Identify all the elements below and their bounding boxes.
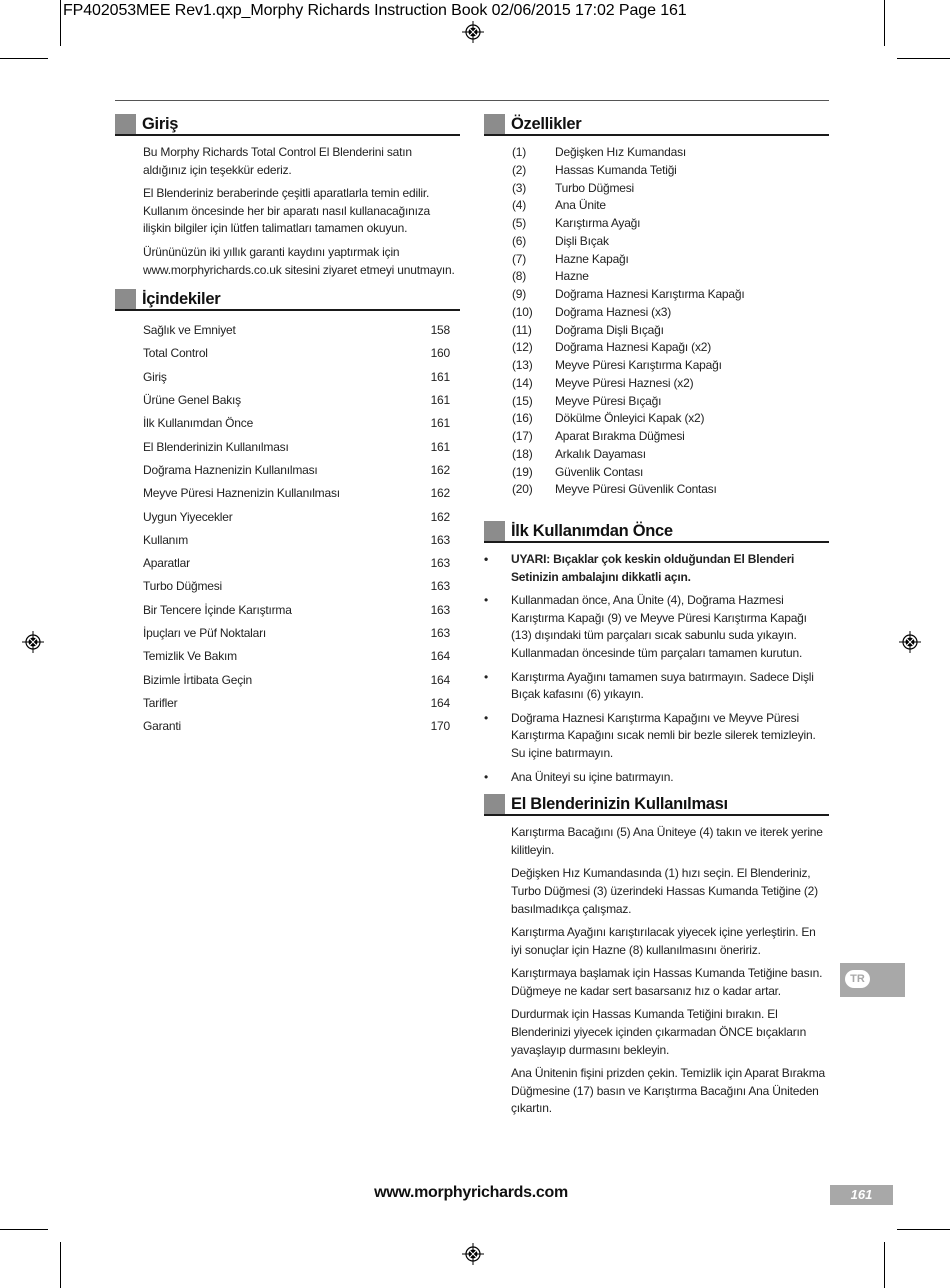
feature-number: (9) [512, 287, 527, 301]
print-slug-line: FP402053MEE Rev1.qxp_Morphy Richards Instruction Book 02/06/2015 17:02 Page 161 [63, 2, 687, 19]
feature-item [512, 286, 829, 304]
toc-row[interactable] [143, 436, 450, 459]
toc-row[interactable] [143, 599, 450, 622]
toc-label: Garanti [143, 719, 181, 734]
toc-label: Aparatlar [143, 556, 190, 571]
bullet-item [484, 769, 829, 787]
bullet-dot: • [484, 710, 489, 725]
feature-item [512, 481, 829, 499]
section-heading [115, 289, 460, 311]
feature-item [512, 304, 829, 322]
toc-label: Meyve Püresi Haznenizin Kullanılması [143, 486, 340, 501]
toc-label: Giriş [143, 369, 167, 384]
feature-label: Aparat Bırakma Düğmesi [555, 429, 685, 443]
feature-item [512, 180, 829, 198]
toc-row[interactable] [143, 389, 450, 412]
bullet-dot: • [484, 552, 489, 566]
left-column [115, 114, 460, 739]
toc-label: İlk Kullanımdan Önce [143, 416, 254, 431]
language-tab [840, 963, 905, 997]
bullet-item [484, 710, 829, 763]
warning-item [484, 551, 829, 586]
using-blender-section [484, 794, 829, 1118]
section-heading [115, 114, 460, 136]
feature-item [512, 464, 829, 482]
feature-item [512, 446, 829, 464]
feature-number: (20) [512, 482, 533, 497]
feature-number: (2) [512, 162, 527, 177]
features-heading: Özellikler [511, 114, 582, 133]
section-heading [484, 114, 829, 136]
feature-item [512, 162, 829, 180]
bullet-dot: • [484, 593, 489, 608]
feature-number: (1) [512, 145, 527, 159]
top-rule [115, 100, 829, 101]
toc-row[interactable] [143, 575, 450, 598]
feature-number: (15) [512, 393, 533, 408]
feature-number: (19) [512, 464, 533, 479]
toc-page: 161 [430, 416, 450, 431]
section-heading [484, 521, 829, 543]
toc-page: 163 [430, 579, 450, 594]
feature-label: Dökülme Önleyici Kapak (x2) [555, 411, 705, 426]
toc-page: 163 [430, 602, 450, 617]
toc-row[interactable] [143, 645, 450, 668]
crop-mark [897, 1229, 950, 1230]
crop-mark [897, 58, 950, 59]
intro-paragraph: Ürününüzün iki yıllık garanti kaydını yaptırmak için www.morphyrichards.co.uk sitesini ziyaret etmeyi unutmayın. [143, 244, 455, 277]
feature-number: (10) [512, 304, 533, 319]
toc-label: Turbo Düğmesi [143, 579, 222, 594]
bullet-text: Doğrama Haznesi Karıştırma Kapağını ve Meyve Püresi Karıştırma Kapağını sıcak nemli bir bezle silerek temizleyin. Su içine batırmayın. [511, 710, 816, 760]
using-blender-heading: El Blenderinizin Kullanılması [511, 794, 728, 813]
bullet-dot: • [484, 769, 489, 784]
registration-mark-icon [462, 21, 484, 43]
toc-page: 170 [430, 719, 450, 734]
bullet-item [484, 592, 829, 662]
bullet-item [484, 669, 829, 704]
toc-row[interactable] [143, 622, 450, 645]
feature-item [512, 233, 829, 251]
toc-label: Total Control [143, 346, 208, 361]
feature-label: Doğrama Haznesi Kapağı (x2) [555, 340, 712, 355]
section-heading [484, 794, 829, 816]
toc-list [115, 319, 460, 738]
feature-number: (3) [512, 180, 527, 195]
feature-number: (14) [512, 375, 533, 390]
toc-row[interactable] [143, 529, 450, 552]
instruction-paragraph: Karıştırma Bacağını (5) Ana Üniteye (4) takın ve iterek yerine kilitleyin. [511, 825, 823, 857]
toc-label: Ürüne Genel Bakış [143, 393, 241, 408]
feature-number: (16) [512, 411, 533, 426]
feature-label: Meyve Püresi Karıştırma Kapağı [555, 358, 722, 372]
toc-row[interactable] [143, 459, 450, 482]
feature-label: Hazne [555, 269, 589, 284]
crop-mark [60, 1242, 61, 1288]
toc-row[interactable] [143, 506, 450, 529]
feature-item [512, 197, 829, 215]
before-first-use-section [484, 521, 829, 786]
feature-label: Doğrama Dişli Bıçağı [555, 322, 664, 337]
bullet-text: Ana Üniteyi su içine batırmayın. [511, 769, 674, 784]
instruction-paragraph: Durdurmak için Hassas Kumanda Tetiğini bırakın. El Blenderinizi yiyecek içinden çıkarmadan ÖNCE bıçakların yavaşlayıp durmasını bekleyin. [511, 1007, 807, 1057]
contents-section [115, 289, 460, 738]
feature-number: (17) [512, 429, 533, 443]
toc-row[interactable] [143, 342, 450, 365]
intro-paragraph: Bu Morphy Richards Total Control El Blenderini satın aldığınız için teşekkür ederiz. [143, 145, 412, 177]
toc-label: Tarifler [143, 695, 178, 710]
feature-item [512, 375, 829, 393]
toc-page: 164 [430, 695, 450, 710]
toc-label: Temizlik Ve Bakım [143, 649, 237, 664]
bullet-dot: • [484, 669, 489, 684]
page-number: 161 [830, 1185, 893, 1205]
feature-item [512, 393, 829, 411]
instruction-paragraph: Karıştırma Ayağını karıştırılacak yiyecek içine yerleştirin. En iyi sonuçlar için Hazne (8) kullanılmasını öneririz. [511, 925, 816, 957]
crop-mark [884, 1242, 885, 1288]
heading-bar [115, 114, 136, 134]
feature-item [512, 339, 829, 357]
bullet-text: Karıştırma Ayağını tamamen suya batırmayın. Sadece Dişli Bıçak kafasını (6) yıkayın. [511, 669, 814, 702]
toc-page: 160 [430, 346, 450, 361]
toc-row[interactable] [143, 552, 450, 575]
toc-row[interactable] [143, 715, 450, 738]
feature-label: Meyve Püresi Güvenlik Contası [555, 482, 717, 497]
feature-label: Meyve Püresi Bıçağı [555, 393, 662, 408]
toc-row[interactable] [143, 692, 450, 715]
feature-number: (11) [512, 322, 532, 337]
toc-page: 164 [430, 672, 450, 687]
intro-paragraph: El Blenderiniz beraberinde çeşitli aparatlarla temin edilir. Kullanım öncesinde her bir aparatı nasıl kullanacağınıza ilişkin bilgiler için lütfen talimatları tamamen okuyun. [143, 186, 430, 236]
crop-mark [884, 0, 885, 46]
feature-label: Hassas Kumanda Tetiği [555, 162, 677, 177]
contents-heading: İçindekiler [142, 289, 221, 308]
language-code: TR [845, 970, 870, 988]
toc-page: 162 [430, 509, 450, 524]
feature-number: (6) [512, 233, 527, 248]
toc-page: 162 [430, 486, 450, 501]
feature-label: Ana Ünite [555, 198, 606, 213]
toc-page: 162 [430, 462, 450, 477]
instruction-paragraph: Ana Ünitenin fişini prizden çekin. Temizlik için Aparat Bırakma Düğmesine (17) basın ve Karıştırma Bacağını Ana Üniteden çıkartın. [511, 1066, 825, 1116]
feature-label: Turbo Düğmesi [555, 180, 634, 195]
feature-item [512, 357, 829, 375]
toc-page: 158 [430, 323, 450, 338]
features-section [484, 114, 829, 499]
feature-label: Arkalık Dayaması [555, 446, 646, 461]
feature-number: (4) [512, 198, 527, 213]
feature-number: (5) [512, 216, 527, 230]
feature-number: (8) [512, 269, 527, 284]
toc-label: El Blenderinizin Kullanılması [143, 439, 289, 454]
feature-item [512, 410, 829, 428]
toc-label: Kullanım [143, 532, 189, 547]
toc-page: 164 [430, 649, 450, 664]
toc-label: Bir Tencere İçinde Karıştırma [143, 602, 292, 617]
toc-label: Doğrama Haznenizin Kullanılması [143, 462, 318, 477]
toc-page: 163 [430, 626, 450, 641]
feature-item [512, 322, 829, 340]
toc-page: 161 [430, 369, 450, 384]
registration-mark-icon [462, 1243, 484, 1265]
feature-label: Hazne Kapağı [555, 251, 629, 266]
toc-page: 161 [430, 393, 450, 408]
instruction-paragraph: Karıştırmaya başlamak için Hassas Kumanda Tetiğine basın. Düğmeye ne kadar sert basarsanız hız o kadar artar. [511, 966, 823, 998]
instruction-paragraph: Değişken Hız Kumandasında (1) hızı seçin. El Blenderiniz, Turbo Düğmesi (3) üzerindeki Hassas Kumanda Tetiğine (2) basılmadıkça çalışmaz. [511, 866, 818, 916]
toc-label: Sağlık ve Emniyet [143, 323, 236, 338]
crop-mark [0, 58, 48, 59]
toc-row[interactable] [143, 482, 450, 505]
feature-label: Doğrama Haznesi (x3) [555, 304, 672, 319]
feature-label: Değişken Hız Kumandası [555, 145, 686, 159]
feature-item [512, 144, 829, 162]
heading-bar [484, 114, 505, 134]
feature-number: (12) [512, 340, 533, 355]
toc-label: Bizimle İrtibata Geçin [143, 672, 252, 687]
intro-heading: Giriş [142, 114, 179, 133]
toc-page: 163 [430, 556, 450, 571]
feature-label: Karıştırma Ayağı [555, 216, 641, 230]
bullet-text: Kullanmadan önce, Ana Ünite (4), Doğrama Hazmesi Karıştırma Kapağı (9) ve Meyve Püresi Karıştırma Kapağı (13) dışındaki tüm parçaları sıcak sabunlu suda yıkayın. Kullanmadan öncesinde tüm parçaları tamamen kurutun. [511, 593, 807, 660]
before-first-use-heading: İlk Kullanımdan Önce [511, 521, 673, 540]
heading-bar [115, 289, 136, 309]
toc-row[interactable] [143, 319, 450, 342]
registration-mark-icon [22, 631, 44, 653]
feature-label: Dişli Bıçak [555, 233, 609, 248]
crop-mark [60, 0, 61, 46]
toc-page: 161 [430, 439, 450, 454]
toc-row[interactable] [143, 412, 450, 435]
toc-page: 163 [430, 532, 450, 547]
feature-item [512, 428, 829, 446]
toc-label: İpuçları ve Püf Noktaları [143, 626, 267, 641]
toc-row[interactable] [143, 366, 450, 389]
registration-mark-icon [899, 631, 921, 653]
features-list [484, 144, 829, 499]
crop-mark [0, 1229, 48, 1230]
warning-text: UYARI: Bıçaklar çok keskin olduğundan El Blenderi Setinizin ambalajını dikkatli açın. [511, 552, 795, 584]
feature-item [512, 251, 829, 269]
feature-number: (18) [512, 446, 533, 461]
feature-label: Güvenlik Contası [555, 464, 644, 479]
toc-label: Uygun Yiyecekler [143, 509, 233, 524]
heading-bar [484, 521, 505, 541]
heading-bar [484, 794, 505, 814]
feature-label: Doğrama Haznesi Karıştırma Kapağı [555, 287, 745, 301]
feature-label: Meyve Püresi Haznesi (x2) [555, 375, 694, 390]
right-column [484, 114, 829, 1124]
feature-number: (13) [512, 358, 533, 372]
footer-website: www.morphyrichards.com [374, 1184, 568, 1201]
feature-item [512, 268, 829, 286]
toc-row[interactable] [143, 669, 450, 692]
feature-item [512, 215, 829, 233]
intro-section [115, 114, 460, 279]
feature-number: (7) [512, 251, 527, 266]
